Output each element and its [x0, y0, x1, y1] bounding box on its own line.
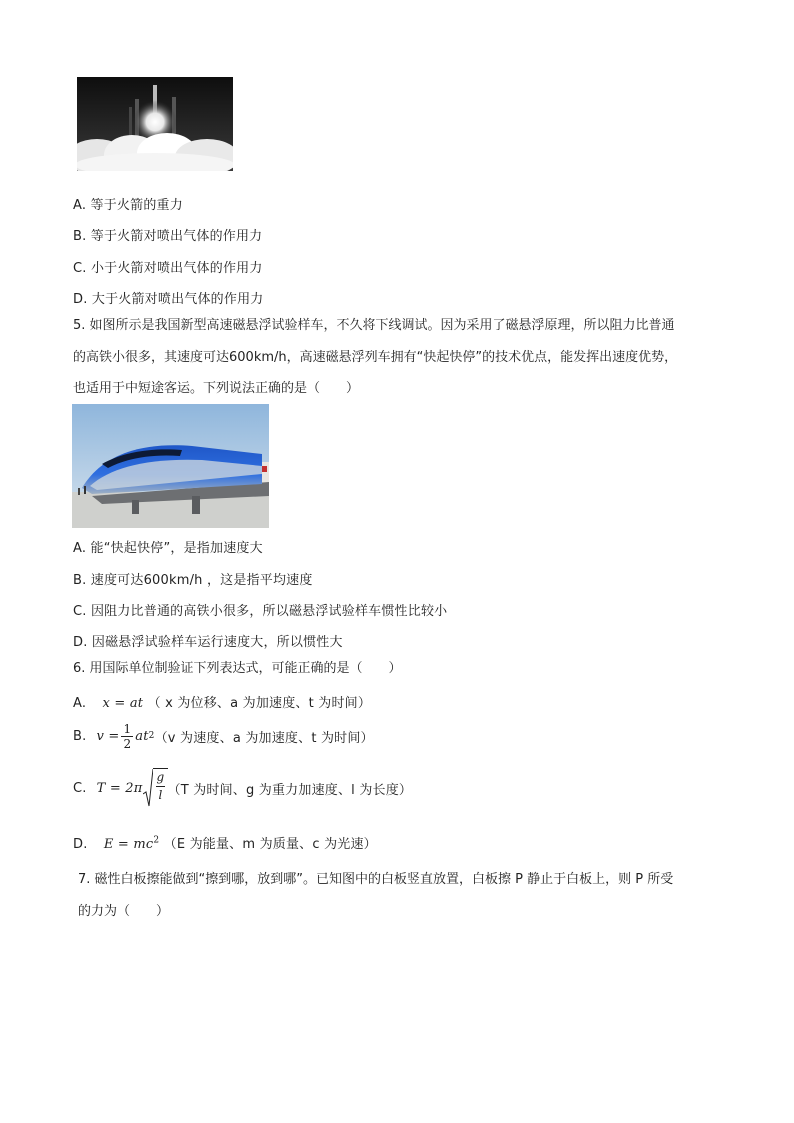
q6-option-d-label: D. [73, 837, 88, 852]
q6-option-c-numerator: g [156, 770, 165, 784]
q4-option-b: B. 等于火箭对喷出气体的作用力 [73, 229, 263, 244]
q5-stem-line1: 5. 如图所示是我国新型高速磁悬浮试验样车，不久将下线调试。因为采用了磁悬浮原理，所以阻力比普通 [73, 318, 675, 333]
q6-option-b-label: B. [73, 728, 87, 744]
q5-option-a: A. 能“快起快停”，是指加速度大 [73, 541, 263, 556]
q6-option-c-denominator: l [158, 788, 163, 802]
rocket-launch-illustration [77, 77, 233, 171]
q6-option-c-label: C. [73, 780, 87, 796]
q6-option-b-rhs: at [135, 728, 149, 744]
q4-option-d: D. 大于火箭对喷出气体的作用力 [73, 292, 264, 307]
q6-option-b-fraction [121, 722, 133, 751]
q5-option-b: B. 速度可达600km/h ，这是指平均速度 [73, 573, 313, 588]
sqrt-radical-icon [143, 768, 153, 808]
q7-stem-line1: 7. 磁性白板擦能做到“擦到哪，放到哪”。已知图中的白板竖直放置，白板擦 P 静止于白板上，则 P 所受 [78, 872, 674, 887]
q5-option-c: C. 因阻力比普通的高铁小很多，所以磁悬浮试验样车惯性比较小 [73, 604, 448, 619]
q6-option-a [73, 692, 371, 711]
q6-option-b-note: （v 为速度、a 为加速度、t 为时间） [154, 730, 374, 746]
q6-option-c-lhs: T = 2π [96, 780, 143, 796]
q4-option-a: A. 等于火箭的重力 [73, 198, 183, 213]
q5-stem-line2: 的高铁小很多，其速度可达600km/h，高速磁悬浮列车拥有“快起快停”的技术优点，能发挥出速度优势， [73, 350, 678, 365]
q6-option-c [73, 764, 412, 812]
rocket-launch-image [77, 77, 233, 171]
maglev-train-illustration [72, 404, 269, 528]
q6-option-d-formula: E = mc [103, 837, 154, 852]
q6-option-b-lhs: v = [96, 728, 120, 744]
q6-option-c-sqrt [143, 768, 167, 808]
q4-option-c: C. 小于火箭对喷出气体的作用力 [73, 261, 263, 276]
q6-option-c-fraction [153, 768, 167, 808]
q5-option-d: D. 因磁悬浮试验样车运行速度大，所以惯性大 [73, 635, 343, 650]
maglev-train-image [72, 404, 269, 528]
q6-option-b [73, 716, 374, 756]
q6-option-a-formula: x = at [102, 696, 144, 711]
q6-option-c-note: （T 为时间、g 为重力加速度、l 为长度） [167, 782, 413, 798]
q6-option-b-numerator: 1 [123, 721, 132, 736]
q7-stem-line2: 的力为（ ） [78, 904, 170, 919]
q5-stem-line3: 也适用于中短途客运。下列说法正确的是（ ） [73, 381, 360, 396]
q6-option-b-denominator: 2 [123, 736, 132, 751]
q6-option-d [73, 833, 377, 852]
q6-option-d-note: （E 为能量、m 为质量、c 为光速） [163, 837, 377, 852]
q6-option-a-label: A. [73, 696, 87, 711]
q6-option-d-exponent: 2 [153, 835, 160, 846]
q6-stem: 6. 用国际单位制验证下列表达式，可能正确的是（ ） [73, 661, 402, 676]
q6-option-b-exponent: 2 [148, 731, 155, 741]
q6-option-a-note: （ x 为位移、a 为加速度、t 为时间） [147, 696, 372, 711]
